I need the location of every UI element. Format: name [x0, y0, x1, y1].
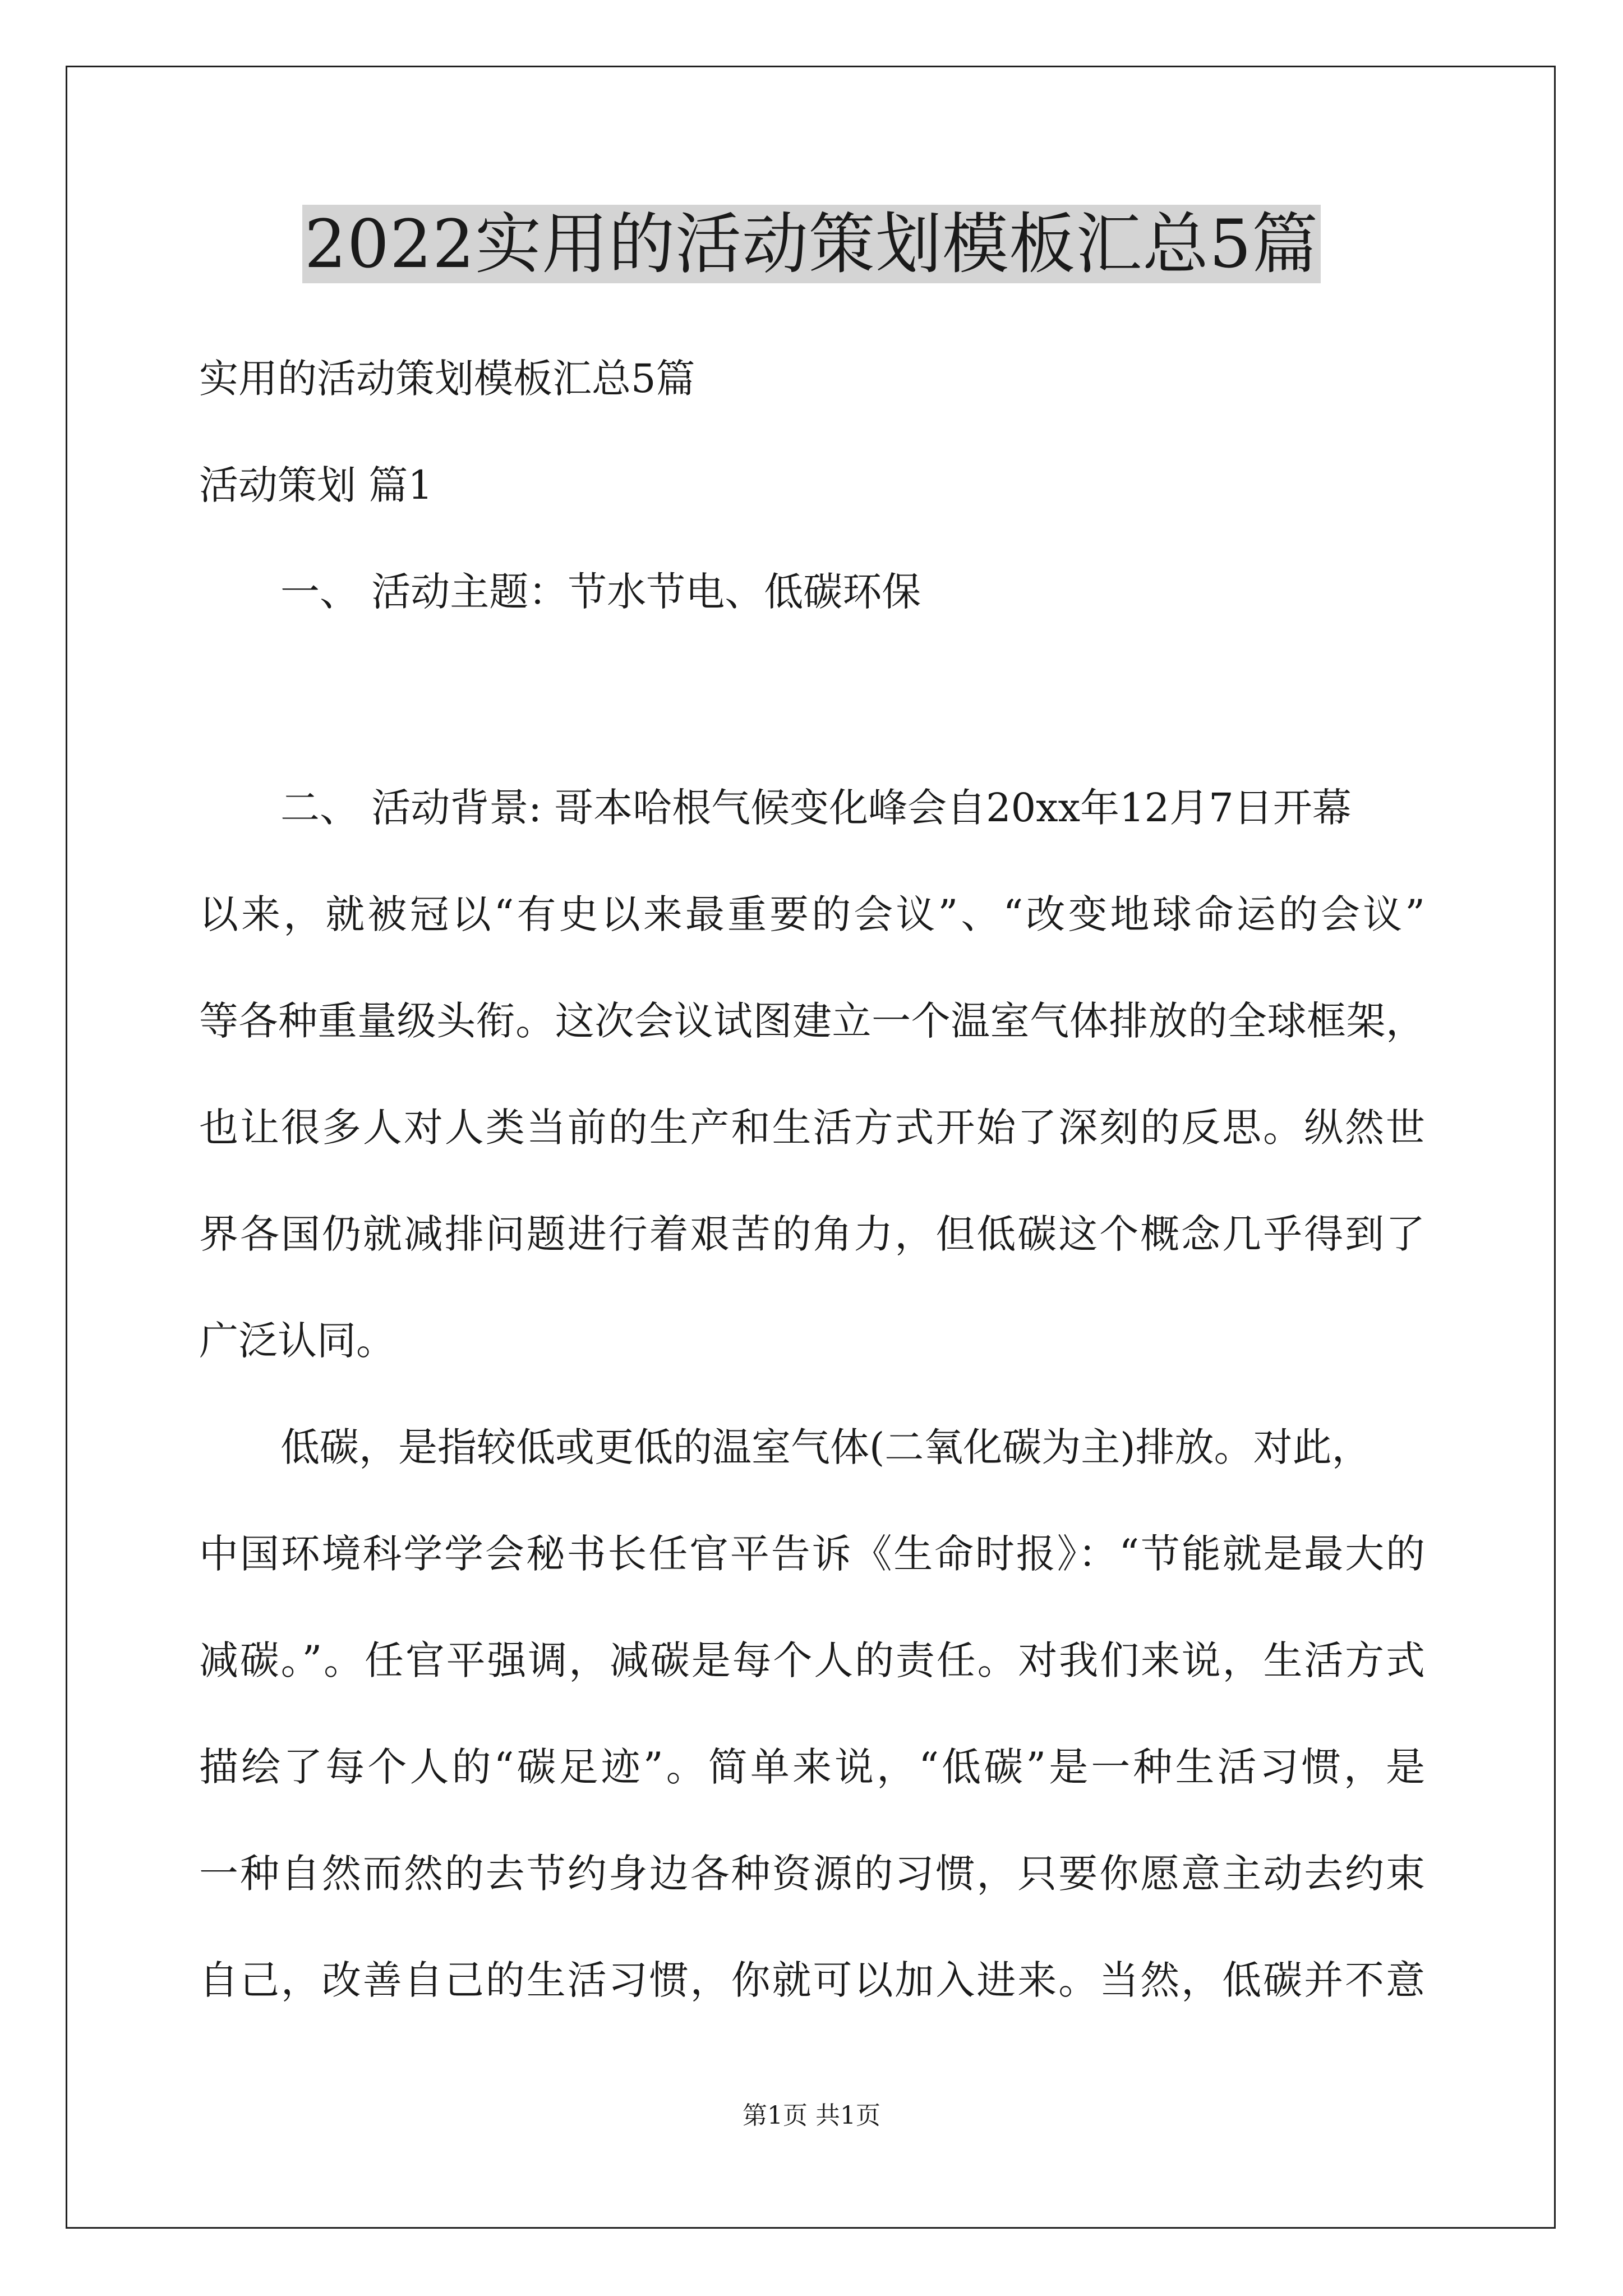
- document-title: 2022实用的活动策划模板汇总5篇: [302, 205, 1321, 283]
- paragraph-line: 一种自然而然的去节约身边各种资源的习惯，只要你愿意主动去约束: [199, 1851, 1425, 1897]
- title-block: [0, 205, 1623, 283]
- paragraph-line: 自己，改善自己的生活习惯，你就可以加入进来。当然，低碳并不意: [199, 1957, 1425, 2003]
- item-activity-theme: 一、 活动主题：节水节电、低碳环保: [280, 569, 921, 615]
- paragraph-line: 描绘了每个人的“碳足迹”。简单来说，“低碳”是一种生活习惯，是: [199, 1744, 1425, 1790]
- section-heading: 活动策划 篇1: [199, 462, 433, 508]
- paragraph-line: 低碳，是指较低或更低的温室气体(二氧化碳为主)排放。对此，: [280, 1424, 1371, 1470]
- paragraph-line: 界各国仍就减排问题进行着艰苦的角力，但低碳这个概念几乎得到了: [199, 1211, 1425, 1257]
- paragraph-line: 以来，就被冠以“有史以来最重要的会议”、“改变地球命运的会议”: [199, 891, 1425, 937]
- paragraph-line: 也让很多人对人类当前的生产和生活方式开始了深刻的反思。纵然世: [199, 1105, 1425, 1151]
- paragraph-line: 中国环境科学学会秘书长任官平告诉《生命时报》：“节能就是最大的: [199, 1531, 1425, 1577]
- paragraph-line: 广泛认同。: [199, 1318, 395, 1364]
- document-subtitle: 实用的活动策划模板汇总5篇: [199, 356, 695, 402]
- paragraph-line: 减碳。”。任官平强调，减碳是每个人的责任。对我们来说，生活方式: [199, 1637, 1425, 1683]
- paragraph-line: 等各种重量级头衔。这次会议试图建立一个温室气体排放的全球框架，: [199, 998, 1425, 1044]
- paragraph-line: 二、 活动背景: 哥本哈根气候变化峰会自20xx年12月7日开幕: [280, 785, 1352, 831]
- page-number-footer: 第1页 共1页: [743, 2101, 880, 2130]
